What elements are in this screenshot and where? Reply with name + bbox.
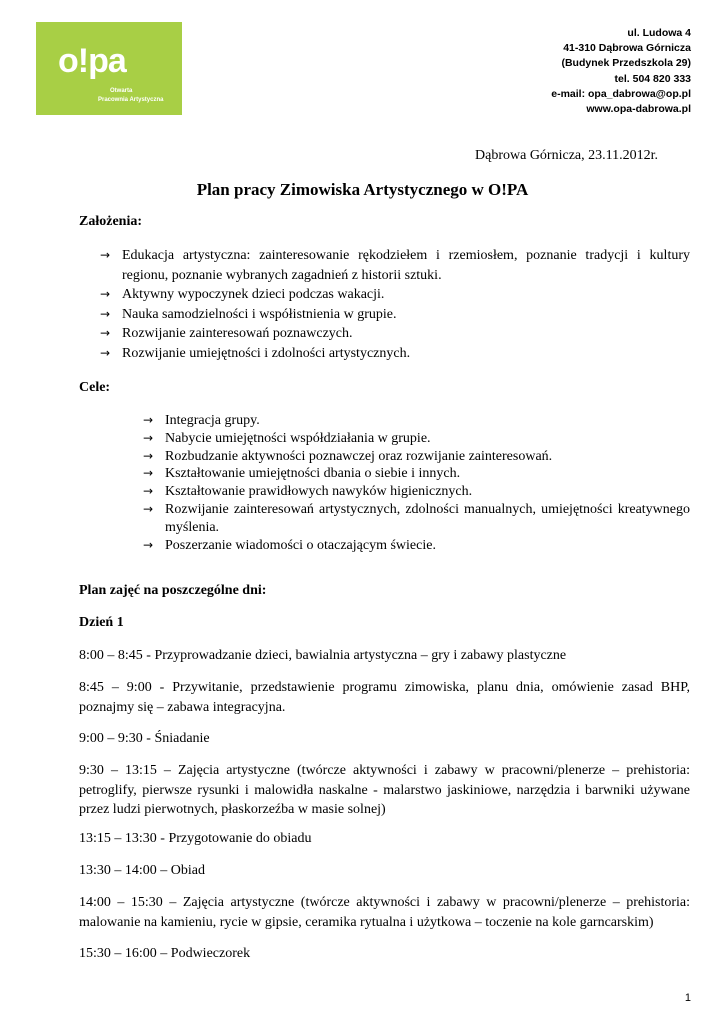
schedule-entry: 13:15 – 13:30 - Przygotowanie do obiadu	[79, 831, 312, 846]
address-email: e-mail: opa_dabrowa@op.pl	[551, 87, 691, 100]
list-item: → Rozwijanie zainteresowań poznawczych.	[122, 324, 690, 344]
arrow-icon: →	[143, 537, 154, 552]
day1-heading: Dzień 1	[79, 615, 124, 630]
schedule-entry: 15:30 – 16:00 – Podwieczorek	[79, 946, 251, 961]
schedule-entry: 13:30 – 14:00 – Obiad	[79, 863, 205, 878]
logo	[36, 22, 182, 115]
arrow-icon: →	[100, 248, 111, 262]
address-city: 41-310 Dąbrowa Górnicza	[563, 42, 691, 55]
document-title: Plan pracy Zimowiska Artystycznego w O!PA	[196, 180, 529, 199]
list-item: → Kształtowanie umiejętności dbania o siebie i innych.	[143, 466, 461, 482]
list-item: → Rozwijanie zainteresowań artystycznych, zdolności manualnych, umiejętności kreatywnego myślenia.	[143, 501, 690, 535]
arrow-icon: →	[143, 430, 154, 445]
logo-mark: o!pa	[58, 42, 126, 80]
arrow-icon: →	[100, 345, 111, 360]
list-item: → Nauka samodzielności i współistnienia w grupie.	[122, 305, 690, 325]
arrow-icon: →	[143, 466, 154, 481]
list-item: → Kształtowanie prawidłowych nawyków higienicznych.	[143, 484, 473, 500]
schedule-entry: 9:30 – 13:15 – Zajęcia artystyczne (twórcze aktywności i zabawy w pracowni/plenerze – prehistoria: petroglify, pierwsze rysunki i malowidła naskalne - malarstwo jaskiniowe, narzędzia i barwniki używane przez ludzi pierwotnych, płaskorzeźba w masie solnej)	[79, 763, 690, 817]
address-block	[551, 26, 691, 117]
list-item: → Nabycie umiejętności współdziałania w grupie.	[143, 430, 431, 446]
logo-subtitle-2: Pracownia Artystyczna	[98, 97, 164, 103]
plan-heading: Plan zajęć na poszczególne dni:	[79, 583, 267, 598]
schedule-entry: 8:00 – 8:45 - Przyprowadzanie dzieci, bawialnia artystyczna – gry i zabawy plastyczne	[79, 648, 567, 663]
schedule-entry: 8:45 – 9:00 - Przywitanie, przedstawienie programu zimowiska, planu dnia, omówienie zasad BHP, poznajmy się – zabawa integracyjna.	[79, 680, 690, 715]
arrow-icon: →	[143, 448, 154, 463]
arrow-icon: →	[100, 326, 111, 340]
schedule-entry: 14:00 – 15:30 – Zajęcia artystyczne (twórcze aktywności i zabawy w pracowni/plenerze – prehistoria: malowanie na kamieniu, rycie w gipsie, ceramika rytualna i użytkowa – toczenie na kole garncarskim)	[79, 895, 690, 930]
list-item: → Edukacja artystyczna: zainteresowanie rękodziełem i rzemiosłem, poznanie tradycji i kultury regionu, poznanie wybranych zagadnień z historii sztuki.	[100, 248, 690, 283]
cele-list	[143, 412, 690, 554]
zalozenia-list	[100, 246, 690, 363]
page-number: 1	[684, 992, 691, 1004]
list-item: → Aktywny wypoczynek dzieci podczas wakacji.	[122, 285, 690, 305]
arrow-icon: →	[143, 484, 154, 499]
list-item: → Rozbudzanie aktywności poznawczej oraz rozwijanie zainteresowań.	[143, 448, 553, 464]
list-item: → Integracja grupy.	[143, 413, 260, 428]
logo-subtitle-1: Otwarta	[110, 88, 133, 94]
address-website: www.opa-dabrowa.pl	[586, 103, 691, 116]
arrow-icon: →	[100, 287, 111, 301]
list-item: → Poszerzanie wiadomości o otaczającym świecie.	[143, 537, 436, 553]
document-date: Dąbrowa Górnicza, 23.11.2012r.	[475, 148, 658, 163]
address-street: ul. Ludowa 4	[627, 27, 691, 39]
arrow-icon: →	[143, 413, 154, 427]
arrow-icon: →	[143, 501, 154, 516]
cele-heading: Cele:	[79, 380, 111, 395]
zalozenia-heading: Założenia:	[79, 214, 142, 229]
schedule-entry: 9:00 – 9:30 - Śniadanie	[79, 731, 210, 746]
address-phone: tel. 504 820 333	[614, 72, 691, 85]
list-item: → Rozwijanie umiejętności i zdolności artystycznych.	[122, 344, 690, 364]
arrow-icon: →	[100, 306, 111, 321]
address-building: (Budynek Przedszkola 29)	[561, 57, 691, 70]
